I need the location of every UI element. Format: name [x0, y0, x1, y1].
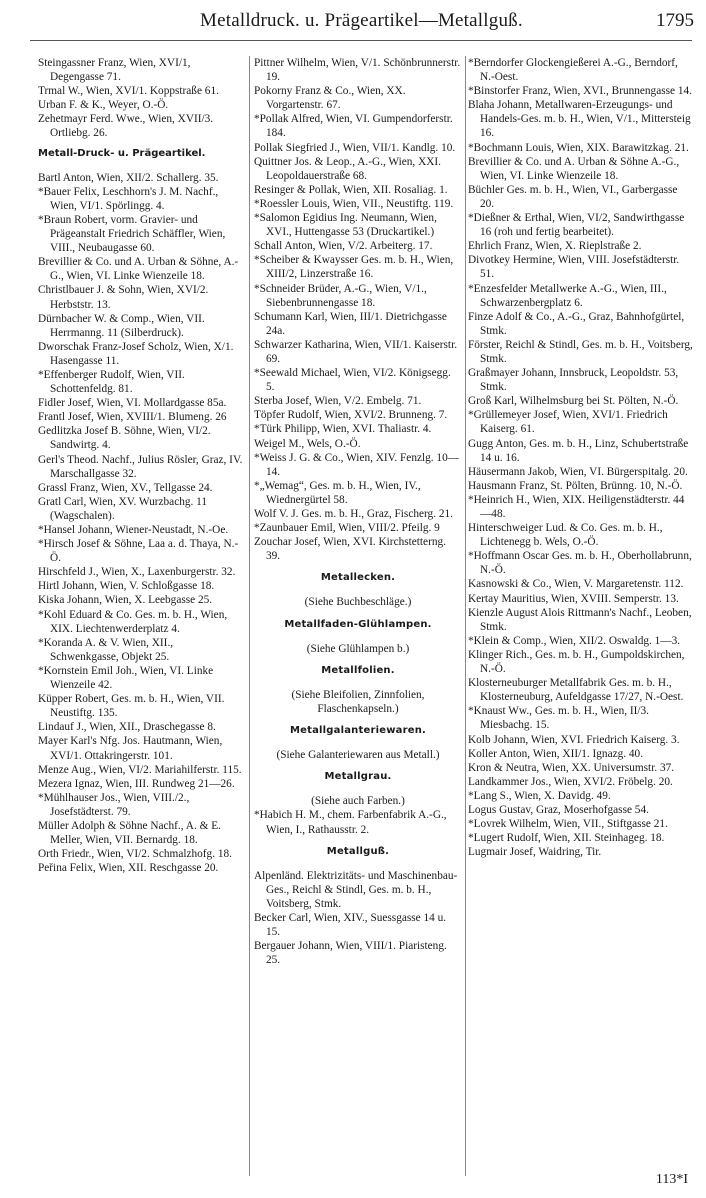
directory-entry: Gratl Carl, Wien, XV. Wurzbachg. 11 (Wagschalen). [38, 495, 208, 522]
directory-entry: Frantl Josef, Wien, XVIII/1. Blumeng. 26 [38, 411, 227, 424]
directory-entry: Kasnowski & Co., Wien, V. Margaretenstr. 112. [468, 578, 684, 591]
directory-entry: Lindauf J., Wien, XII., Draschegasse 8. [38, 721, 216, 734]
directory-entry: *Schneider Brüder, A.-G., Wien, V/1., Siebenbrunnengasse 18. [254, 282, 427, 309]
directory-entry: Grassl Franz, Wien, XV., Tellgasse 24. [38, 481, 213, 494]
directory-entry: Schall Anton, Wien, V/2. Arbeiterg. 17. [254, 240, 433, 253]
directory-entry: Sterba Josef, Wien, V/2. Embelg. 71. [254, 395, 422, 408]
directory-entry: Zehetmayr Ferd. Wwe., Wien, XVII/3. Ortliebg. 26. [38, 113, 214, 140]
directory-entry: Ehrlich Franz, Wien, X. Rieplstraße 2. [468, 240, 642, 253]
directory-entry: Finze Adolf & Co., A.-G., Graz, Bahnhofgürtel, Stmk. [468, 310, 685, 337]
directory-entry: Trmal W., Wien, XVI/1. Koppstraße 61. [38, 85, 219, 98]
directory-entry: Kiska Johann, Wien, X. Leebgasse 25. [38, 594, 213, 607]
directory-entry: Urban F. & K., Weyer, O.-Ö. [38, 99, 169, 112]
directory-entry: Häusermann Jakob, Wien, VI. Bürgerspitalg. 20. [468, 465, 688, 478]
directory-entry: Alpenländ. Elektrizitäts- und Maschinenbau-Ges., Reichl & Stindl, Ges. m. b. H., Voitsberg, Stmk. [254, 869, 458, 910]
directory-entry: *Braun Robert, vorm. Gravier- und Prägeanstalt Friedrich Schäffler, Wien, VIII., Neubaugasse 60. [38, 213, 226, 255]
directory-entry: *Lang S., Wien, X. Davidg. 49. [468, 789, 611, 802]
directory-entry: Brevillier & Co. und A. Urban & Söhne A.-G., Wien, VI. Linke Wienzeile 18. [468, 155, 680, 182]
directory-entry: Hinterschweiger Lud. & Co. Ges. m. b. H., Lichtenegg b. Wels, O.-Ö. [468, 522, 663, 549]
cross-reference-note: (Siehe Glühlampen b.) [306, 642, 410, 655]
directory-entry: *Enzesfelder Metallwerke A.-G., Wien, III., Schwarzenbergplatz 6. [468, 282, 667, 309]
column-1 [38, 56, 244, 1176]
directory-entry: Bergauer Johann, Wien, VIII/1. Piaristeng. 25. [254, 940, 447, 967]
column-2 [254, 56, 462, 1176]
directory-entry: Küpper Robert, Ges. m. b. H., Wien, VII. Neustiftg. 135. [38, 693, 225, 720]
directory-entry: Groß Karl, Wilhelmsburg bei St. Pölten, N.-Ö. [468, 395, 679, 408]
directory-entry: Gerl's Theod. Nachf., Julius Rösler, Graz, IV. Marschallgasse 32. [38, 453, 243, 480]
directory-entry: *Pollak Alfred, Wien, VI. Gumpendorferstr. 184. [254, 113, 453, 140]
directory-entry: *Heinrich H., Wien, XIX. Heiligenstädterstr. 44—48. [468, 493, 685, 520]
directory-entry: Zouchar Josef, Wien, XVI. Kirchstetterng. 39. [254, 536, 446, 563]
directory-entry: *Scheiber & Kwaysser Ges. m. b. H., Wien, XIII/2, Linzerstraße 16. [254, 254, 454, 281]
directory-entry: Fidler Josef, Wien, VI. Mollardgasse 85a. [38, 397, 227, 410]
directory-entry: *Lovrek Wilhelm, Wien, VII., Stiftgasse 21. [468, 818, 668, 831]
directory-entry: *Roessler Louis, Wien, VII., Neustiftg. 119. [254, 197, 454, 210]
directory-entry: Pittner Wilhelm, Wien, V/1. Schönbrunnerstr. 19. [254, 57, 461, 84]
directory-entry: *Berndorfer Glockengießerei A.-G., Berndorf, N.-Oest. [468, 57, 678, 84]
directory-entry: *Kornstein Emil Joh., Wien, VI. Linke Wienzeile 42. [38, 664, 214, 692]
directory-entry: *Salomon Egidius Ing. Neumann, Wien, XVI., Huttengasse 53 (Druckartikel.) [254, 212, 437, 239]
directory-entry: Christlbauer J. & Sohn, Wien, XVI/2. Herbststr. 13. [38, 284, 209, 311]
directory-entry: Weigel M., Wels, O.-Ö. [254, 437, 361, 450]
directory-entry: Gedlitzka Josef B. Söhne, Wien, VI/2. Sandwirtg. 4. [38, 425, 211, 452]
cross-reference-note: (Siehe Buchbeschläge.) [304, 596, 412, 609]
directory-entry: Koller Anton, Wien, XII/1. Ignazg. 40. [468, 747, 644, 760]
cross-reference-note: (Siehe Galanteriewaren aus Metall.) [276, 749, 440, 762]
directory-entry: Klinger Rich., Ges. m. b. H., Gumpoldskirchen, N.-Ö. [468, 648, 685, 676]
directory-entry: *Hansel Johann, Wiener-Neustadt, N.-Oe. [38, 524, 229, 536]
directory-entry: Menze Aug., Wien, VI/2. Mariahilferstr. 115. [38, 763, 242, 776]
directory-entry: *„Wemag“, Ges. m. b. H., Wien, IV., Wiednergürtel 58. [254, 479, 421, 506]
directory-entry: Dworschak Franz-Josef Scholz, Wien, X/1. Hasengasse 11. [38, 340, 234, 367]
directory-entry: Blaha Johann, Metallwaren-Erzeugungs- und Handels-Ges. m. b. H., Wien, V/1., Mittersteig 16. [468, 99, 691, 140]
column-divider-2 [465, 56, 466, 1176]
directory-entry: Lugmair Josef, Waidring, Tir. [468, 846, 602, 859]
directory-entry: *Bauer Felix, Leschhorn's J. M. Nachf., Wien, VI/1. Spörlingg. 4. [38, 185, 219, 212]
directory-entry: *Klein & Comp., Wien, XII/2. Oswaldg. 1—3. [468, 634, 681, 647]
directory-entry: *Lugert Rudolf, Wien, XII. Steinhageg. 18. [468, 832, 665, 845]
directory-entry: *Kohl Eduard & Co. Ges. m. b. H., Wien, XIX. Liechtenwerderplatz 4. [38, 608, 228, 635]
directory-entry: Logus Gustav, Graz, Moserhofgasse 54. [468, 803, 649, 816]
page-title: Metalldruck. u. Prägeartikel—Metallguß. [200, 10, 523, 31]
directory-entry: Büchler Ges. m. b. H., Wien, VI., Garbergasse 20. [468, 183, 678, 210]
directory-entry: Quittner Jos. & Leop., A.-G., Wien, XXI. Leopoldauerstraße 68. [254, 155, 441, 182]
directory-entry: *Grüllemeyer Josef, Wien, XVI/1. Friedrich Kaiserg. 61. [468, 409, 668, 436]
directory-entry: *Koranda A. & V. Wien, XII., Schwenkgasse, Objekt 25. [38, 636, 174, 663]
section-heading: Metall-Druck- u. Prägeartikel. [38, 147, 206, 159]
directory-entry: *Knaust Ww., Ges. m. b. H., Wien, II/3. Miesbachg. 15. [468, 705, 650, 732]
directory-entry: Wolf V. J. Ges. m. b. H., Graz, Fischerg. 21. [254, 508, 453, 520]
directory-entry: Graßmayer Johann, Innsbruck, Leopoldstr. 53, Stmk. [468, 367, 679, 394]
directory-entry: Pokorny Franz & Co., Wien, XX. Vorgartenstr. 67. [254, 85, 406, 112]
directory-entry: Divotkey Hermine, Wien, VIII. Josefstädterstr. 51. [468, 254, 680, 281]
directory-entry: Förster, Reichl & Stindl, Ges. m. b. H., Voitsberg, Stmk. [468, 338, 693, 365]
section-heading: Metallgrau. [324, 771, 392, 783]
column-divider-1 [249, 56, 250, 1176]
section-heading: Metallfolien. [321, 664, 395, 676]
section-heading: Metallguß. [326, 845, 390, 857]
directory-entry: Orth Friedr., Wien, VI/2. Schmalzhofg. 18. [38, 848, 232, 861]
directory-entry: Töpfer Rudolf, Wien, XVI/2. Brunneng. 7. [254, 409, 448, 422]
directory-entry: *Zaunbauer Emil, Wien, VIII/2. Pfeilg. 9 [254, 522, 440, 535]
directory-entry: Hirschfeld J., Wien, X., Laxenburgerstr. 32. [38, 566, 236, 579]
directory-entry: Mezera Ignaz, Wien, III. Rundweg 21—26. [38, 777, 235, 790]
column-3 [468, 56, 694, 1176]
directory-entry: Hausmann Franz, St. Pölten, Brünng. 10, N.-Ö. [468, 479, 683, 492]
directory-entry: Bartl Anton, Wien, XII/2. Schallerg. 35. [38, 171, 219, 184]
directory-entry: Pollak Siegfried J., Wien, VII/1. Kandlg. 10. [254, 141, 456, 154]
cross-reference-note: (Siehe auch Farben.) [311, 795, 405, 808]
directory-entry: *Hirsch Josef & Söhne, Laa a. d. Thaya, N.-Ö. [38, 538, 239, 565]
section-heading: Metallfaden-Glühlampen. [284, 618, 432, 630]
directory-entry: Steingassner Franz, Wien, XVI/1, Degengasse 71. [38, 57, 191, 84]
directory-entry: *Habich H. M., chem. Farbenfabrik A.-G., Wien, I., Rathausstr. 2. [254, 809, 447, 836]
directory-entry: *Binstorfer Franz, Wien, XVI., Brunnengasse 14. [468, 85, 692, 98]
directory-entry: *Weiss J. G. & Co., Wien, XIV. Fenzlg. 10—14. [254, 451, 460, 478]
directory-entry: Dürnbacher W. & Comp., Wien, VII. Herrmanng. 11 (Silberdruck). [38, 312, 205, 339]
directory-entry: *Dießner & Erthal, Wien, VI/2, Sandwirthgasse 16 (roh und fertig bearbeitet). [468, 212, 685, 239]
directory-entry: *Hoffmann Oscar Ges. m. b. H., Oberhollabrunn, N.-Ö. [468, 550, 692, 577]
directory-entry: Kron & Neutra, Wien, XX. Universumstr. 37. [468, 761, 675, 774]
page-header [0, 6, 706, 38]
section-heading: Metallgalanteriewaren. [289, 725, 427, 737]
directory-entry: Kolb Johann, Wien, XVI. Friedrich Kaiserg. 3. [468, 733, 680, 746]
directory-entry: Landkammer Jos., Wien, XVI/2. Fröbelg. 20. [468, 775, 673, 788]
signature-mark: 113*I [655, 1172, 688, 1187]
directory-entry: Mayer Karl's Nfg. Jos. Hautmann, Wien, XVI/1. Ottakringerstr. 101. [38, 735, 223, 762]
directory-entry: Peřina Felix, Wien, XII. Reschgasse 20. [38, 862, 219, 875]
directory-entry: Schwarzer Katharina, Wien, VII/1. Kaiserstr. 69. [254, 338, 458, 365]
directory-entry: *Türk Philipp, Wien, XVI. Thaliastr. 4. [254, 423, 432, 436]
header-rule [30, 40, 692, 41]
directory-entry: Kienzle August Alois Rittmann's Nachf., Leoben, Stmk. [468, 606, 692, 633]
page-number: 1795 [656, 10, 694, 31]
directory-entry: Schumann Karl, Wien, III/1. Dietrichgasse 24a. [254, 310, 447, 337]
directory-entry: Kertay Mauritius, Wien, XVIII. Semperstr. 13. [468, 592, 679, 605]
directory-entry: Becker Carl, Wien, XIV., Suessgasse 14 u. 15. [254, 911, 447, 939]
directory-entry: *Seewald Michael, Wien, VI/2. Königsegg. 5. [254, 367, 451, 394]
directory-entry: Brevillier & Co. und A. Urban & Söhne, A.-G., Wien, VI. Linke Wienzeile 18. [38, 256, 239, 283]
directory-entry: Gugg Anton, Ges. m. b. H., Linz, Schubertstraße 14 u. 16. [468, 437, 689, 464]
directory-entry: *Bochmann Louis, Wien, XIX. Barawitzkag. 21. [468, 141, 689, 154]
cross-reference-note: (Siehe Bleifolien, Zinnfolien, Flaschenkapseln.) [291, 688, 425, 715]
directory-entry: Resinger & Pollak, Wien, XII. Rosaliag. 1. [254, 183, 448, 196]
directory-entry: Müller Adolph & Söhne Nachf., A. & E. Meller, Wien, VII. Bernardg. 18. [38, 819, 221, 847]
directory-entry: *Effenberger Rudolf, Wien, VII. Schottenfeldg. 81. [38, 368, 185, 396]
directory-entry: Klosterneuburger Metallfabrik Ges. m. b. H., Klosterneuburg, Aufeldgasse 17/27, N.-Oest. [468, 677, 684, 704]
directory-entry: *Mühlhauser Jos., Wien, VIII./2., Josefstädterst. 79. [38, 791, 190, 818]
directory-entry: Hirtl Johann, Wien, V. Schloßgasse 18. [38, 580, 215, 593]
section-heading: Metallecken. [320, 572, 396, 584]
